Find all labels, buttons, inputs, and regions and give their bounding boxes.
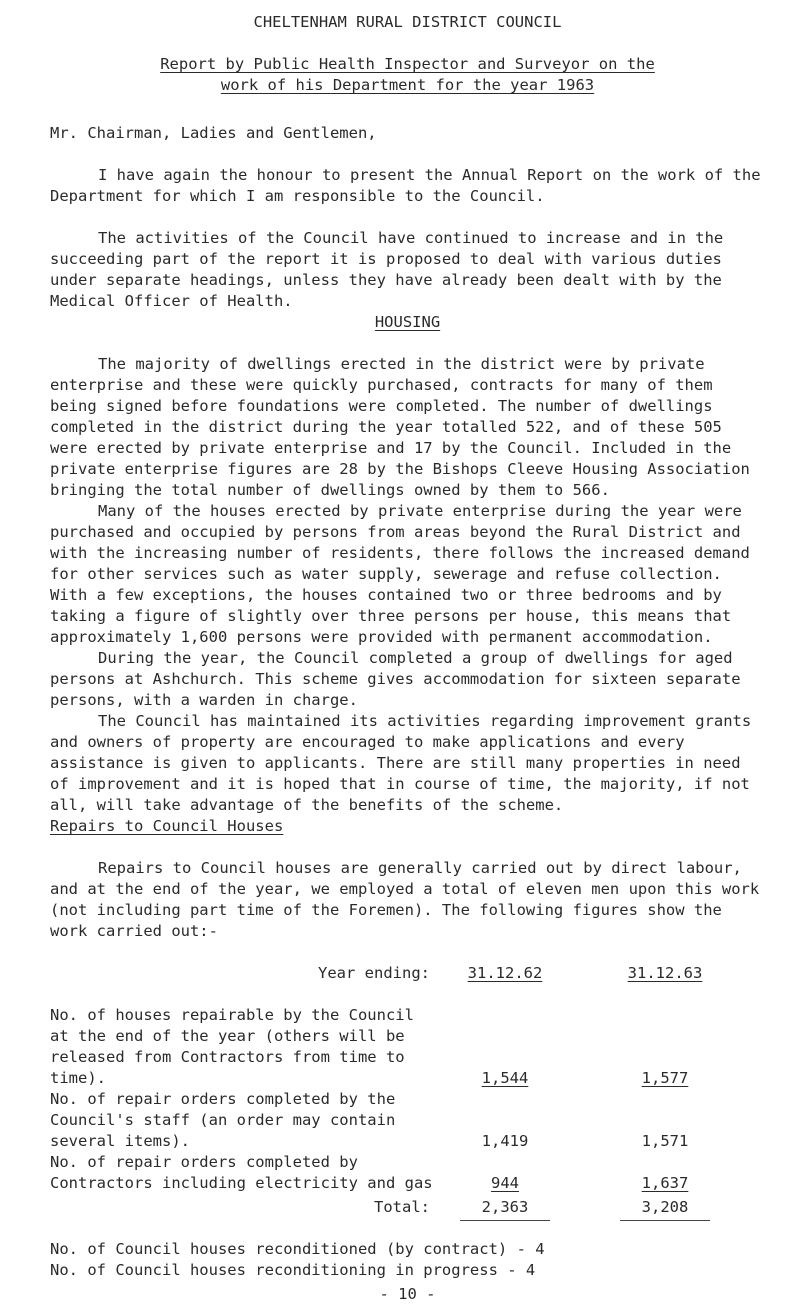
- repairs-paragraph-1: Repairs to Council houses are generally carried out by direct labour, and at the end of the year, we employed a total of eleven men upon this work (not including part time of the Foremen). The following figures show the work carried out:-: [50, 859, 760, 940]
- housing-paragraph-1: The majority of dwellings erected in the district were by private enterprise and these were quickly purchased, contracts for many of them being signed before foundations were completed. The number of dwellings completed in the district during the year totalled 522, and of these 505 were erected by private enterprise and 17 by the Council. Included in the private enterprise figures are 28 by the Bishops Cleeve Housing Association bringing the total number of dwellings owned by them to 566.: [50, 355, 750, 499]
- row-label: No. of repair orders completed by Contractors including electricity and gas: [50, 1153, 433, 1192]
- housing-paragraph-3: During the year, the Council completed a group of dwellings for aged persons at Ashchurch. This scheme gives accommodation for sixteen separate persons, with a warden in charge.: [50, 649, 741, 709]
- column-header-1962: 31.12.62: [467, 964, 543, 982]
- page-number: - 10 -: [379, 1285, 436, 1303]
- total-1963: 3,208: [641, 1198, 689, 1216]
- repairs-heading: Repairs to Council Houses: [50, 817, 284, 835]
- total-underline-1963: [620, 1220, 710, 1221]
- value-1963: 1,571: [641, 1132, 689, 1150]
- housing-paragraph-4: The Council has maintained its activities regarding improvement grants and owners of property are encouraged to make applications and every assistance is given to applicants. There are still many properties in need of improvement and it is hoped that in course of time, the majority, if not all, will take advantage of the benefits of the scheme.: [50, 712, 752, 814]
- report-title-line-1: Report by Public Health Inspector and Surveyor on the: [160, 55, 655, 73]
- reconditioning-line: No. of Council houses reconditioning in progress - 4: [50, 1261, 536, 1279]
- value-1963: 1,637: [641, 1174, 689, 1192]
- total-underline-1962: [460, 1220, 550, 1221]
- reconditioned-line: No. of Council houses reconditioned (by contract) - 4: [50, 1240, 545, 1258]
- value-1962: 1,419: [481, 1132, 529, 1150]
- total-1962: 2,363: [481, 1198, 529, 1216]
- salutation: Mr. Chairman, Ladies and Gentlemen,: [50, 124, 377, 142]
- report-title-line-2: work of his Department for the year 1963: [220, 76, 595, 94]
- intro-paragraph-2: The activities of the Council have continued to increase and in the succeeding part of the report it is proposed to deal with various duties under separate headings, unless they have already been dealt with by the Medical Officer of Health.: [50, 229, 724, 310]
- value-1962: 1,544: [481, 1069, 529, 1087]
- value-1962: 944: [491, 1174, 519, 1192]
- column-header-1963: 31.12.63: [627, 964, 703, 982]
- year-ending-label: Year ending:: [318, 964, 430, 982]
- value-1963: 1,577: [641, 1069, 689, 1087]
- total-label: Total:: [374, 1198, 430, 1216]
- intro-paragraph-1: I have again the honour to present the Annual Report on the work of the Department for which I am responsible to the Council.: [50, 166, 761, 205]
- row-label: No. of repair orders completed by the Council's staff (an order may contain several items).: [50, 1090, 396, 1150]
- council-title: CHELTENHAM RURAL DISTRICT COUNCIL: [253, 13, 562, 31]
- housing-paragraph-2: Many of the houses erected by private enterprise during the year were purchased and occupied by persons from areas beyond the Rural District and with the increasing number of residents, there follows the increased demand for other services such as water supply, sewerage and refuse collection. With a few exceptions, the houses contained two or three bedrooms and by taking a figure of slightly over three persons per house, this means that approximately 1,600 persons were provided with permanent accommodation.: [50, 502, 750, 646]
- row-label: No. of houses repairable by the Council at the end of the year (others will be released from Contractors from time to time).: [50, 1006, 414, 1087]
- housing-heading: HOUSING: [374, 313, 441, 331]
